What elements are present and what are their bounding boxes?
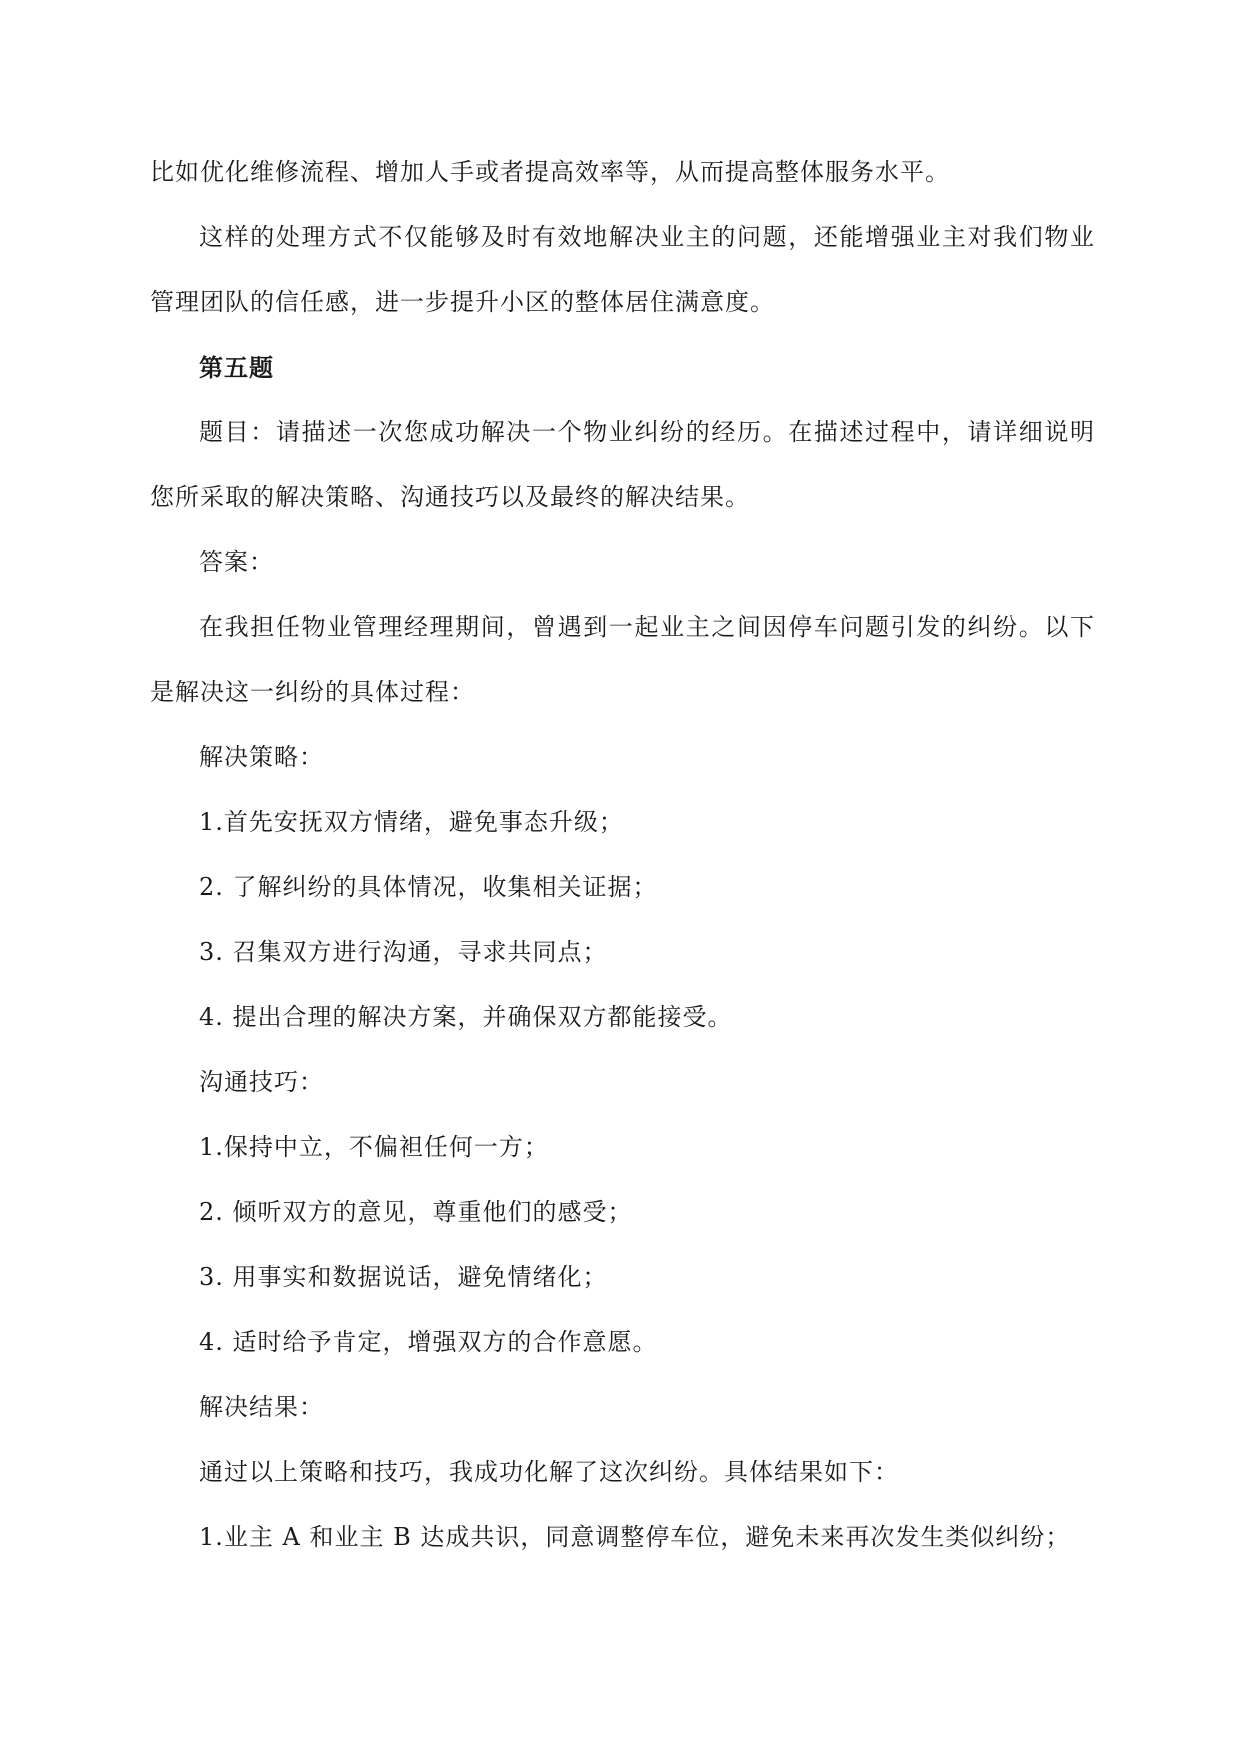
result-item: 1.业主 A 和业主 B 达成共识，同意调整停车位，避免未来再次发生类似纠纷；: [199, 1523, 1071, 1551]
communication-item: 1.保持中立，不偏袒任何一方；: [199, 1133, 549, 1161]
strategy-item: 1.首先安抚双方情绪，避免事态升级；: [199, 808, 624, 836]
result-intro: 通过以上策略和技巧，我成功化解了这次纠纷。具体结果如下：: [199, 1458, 899, 1486]
document-body: [150, 140, 1095, 1570]
answer-intro: 在我担任物业管理经理期间，曾遇到一起业主之间因停车问题引发的纠纷。以下是解决这一纠纷的具体过程：: [150, 613, 1095, 706]
section-heading: 第五题: [199, 353, 274, 382]
strategy-item: 4. 提出合理的解决方案，并确保双方都能接受。: [199, 1003, 733, 1031]
strategy-label: 解决策略：: [199, 743, 324, 771]
communication-item: 4. 适时给予肯定，增强双方的合作意愿。: [199, 1328, 658, 1356]
communication-label: 沟通技巧：: [199, 1068, 324, 1096]
result-label: 解决结果：: [199, 1393, 324, 1421]
communication-item: 2. 倾听双方的意见，尊重他们的感受；: [199, 1198, 633, 1226]
paragraph-continuation: 比如优化维修流程、增加人手或者提高效率等，从而提高整体服务水平。: [150, 158, 950, 186]
question-text: 题目：请描述一次您成功解决一个物业纠纷的经历。在描述过程中，请详细说明您所采取的解决策略、沟通技巧以及最终的解决结果。: [150, 418, 1095, 511]
paragraph-summary: 这样的处理方式不仅能够及时有效地解决业主的问题，还能增强业主对我们物业管理团队的信任感，进一步提升小区的整体居住满意度。: [150, 223, 1095, 316]
answer-label: 答案：: [199, 548, 274, 576]
strategy-item: 2. 了解纠纷的具体情况，收集相关证据；: [199, 873, 658, 901]
communication-item: 3. 用事实和数据说话，避免情绪化；: [199, 1263, 608, 1291]
strategy-item: 3. 召集双方进行沟通，寻求共同点；: [199, 938, 608, 966]
